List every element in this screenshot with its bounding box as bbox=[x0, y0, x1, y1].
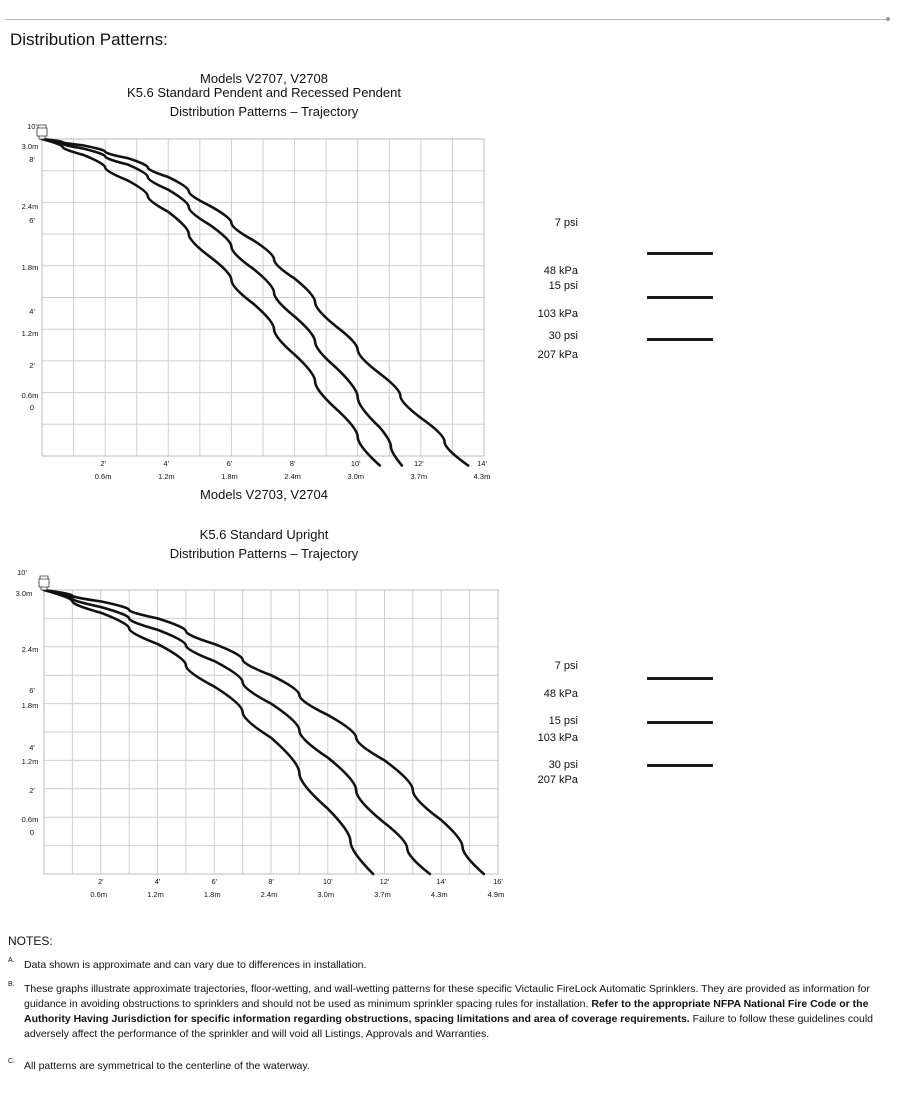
y-axis-label: 3.0m bbox=[15, 589, 33, 598]
note-b-text-bold: Refer to the appropriate NFPA National Fire Code or the Authority Having Jurisdiction for specific information regarding obstructions, spacing limitations and area of coverage requirements. bbox=[24, 998, 869, 1025]
x-tick-label-ft: 14' bbox=[477, 459, 487, 468]
note-b-marker: B. bbox=[8, 981, 15, 988]
top-divider bbox=[5, 19, 887, 20]
chart2-title bbox=[64, 485, 464, 563]
x-tick-label-m: 4.3m bbox=[473, 472, 491, 481]
chart1-legend-kpa-3: 207 kPa bbox=[537, 349, 578, 361]
chart1-legend-kpa-2: 103 kPa bbox=[537, 308, 578, 320]
x-tick-label-m: 0.6m bbox=[94, 472, 112, 481]
sprinkler-icon-shape bbox=[39, 576, 49, 590]
y-axis-label: 1.2m bbox=[21, 329, 39, 338]
x-tick-label-m: 3.7m bbox=[374, 890, 391, 899]
note-b-text-1: These graphs illustrate approximate trajectories, floor-wetting, and wall-wetting patterns for these specific Victaulic FireLock Automatic Sprinklers. They are provided as information for guidance in avoiding obstructions to sprinklers and should not be used as minimum sprinkler spacing rules for installation. bbox=[24, 983, 870, 1010]
y-axis-label: 10' bbox=[27, 122, 37, 131]
chart1-legend-line-15psi bbox=[647, 296, 713, 299]
y-axis-label: 3.0m bbox=[21, 142, 39, 151]
y-axis-label: 0 bbox=[29, 403, 35, 412]
note-a bbox=[24, 958, 884, 973]
chart1-title-line-2: K5.6 Standard Pendent and Recessed Pendent bbox=[127, 85, 401, 100]
chart2-legend-kpa-1: 48 kPa bbox=[543, 688, 578, 700]
x-tick-label-m: 4.9m bbox=[487, 890, 505, 899]
x-tick-label-ft: 14' bbox=[436, 877, 447, 886]
y-axis-label: 1.8m bbox=[21, 263, 39, 272]
y-axis-label: 6' bbox=[29, 216, 35, 225]
chart2-title-line-3: Distribution Patterns – Trajectory bbox=[169, 546, 359, 561]
x-tick-label-m: 1.8m bbox=[203, 890, 221, 899]
chart1-legend-psi-1: 7 psi bbox=[554, 217, 578, 229]
x-tick-label-m: 0.6m bbox=[90, 890, 108, 899]
x-tick-label-ft: 6' bbox=[211, 877, 218, 886]
note-c bbox=[24, 1059, 884, 1074]
x-tick-label-m: 1.2m bbox=[147, 890, 164, 899]
y-axis-label: 1.2m bbox=[21, 757, 39, 766]
x-tick-label-ft: 8' bbox=[268, 877, 274, 886]
x-tick-label-ft: 2' bbox=[97, 877, 104, 886]
x-tick-label-m: 1.8m bbox=[221, 472, 238, 481]
chart1-title-line-3: Distribution Patterns – Trajectory bbox=[169, 104, 359, 119]
x-tick-label-ft: 6' bbox=[226, 459, 233, 468]
y-axis-label: 4' bbox=[29, 307, 35, 316]
y-axis-label: 8' bbox=[29, 155, 35, 164]
y-axis-label: 2.4m bbox=[21, 645, 39, 654]
chart2-legend-line-30psi bbox=[647, 764, 713, 767]
y-axis-label: 10' bbox=[17, 568, 27, 577]
note-c-marker: C. bbox=[8, 1058, 15, 1065]
chart1-legend-line-7psi bbox=[647, 252, 713, 255]
chart1-legend-psi-3: 30 psi bbox=[548, 330, 578, 342]
x-tick-label-m: 2.4m bbox=[284, 472, 301, 481]
chart1-legend-psi-2: 15 psi bbox=[548, 280, 578, 292]
trajectory-curve-1 bbox=[42, 139, 380, 466]
x-tick-label-ft: 16' bbox=[493, 877, 503, 886]
chart1-legend-kpa-1: 48 kPa bbox=[543, 265, 578, 277]
y-axis-label: 0 bbox=[29, 828, 35, 837]
section-title: Distribution Patterns: bbox=[10, 30, 168, 49]
note-a-text: Data shown is approximate and can vary due to differences in installation. bbox=[24, 959, 367, 971]
chart2-legend-kpa-2: 103 kPa bbox=[537, 732, 578, 744]
x-tick-label-ft: 4' bbox=[154, 877, 161, 886]
x-tick-label-ft: 10' bbox=[350, 459, 361, 468]
notes-title: NOTES: bbox=[8, 934, 53, 948]
chart2-legend-psi-2: 15 psi bbox=[548, 715, 578, 727]
note-a-marker: A. bbox=[8, 957, 15, 964]
sprinkler-icon bbox=[37, 125, 47, 139]
sprinkler-icon bbox=[39, 576, 49, 590]
x-tick-label-ft: 2' bbox=[100, 459, 106, 468]
chart1-title-line-1: Models V2707, V2708 bbox=[200, 71, 328, 86]
y-axis-label: 4' bbox=[29, 743, 35, 752]
trajectory-curve-2 bbox=[42, 139, 402, 466]
note-c-text: All patterns are symmetrical to the centerline of the waterway. bbox=[24, 1060, 310, 1072]
x-tick-label-m: 1.2m bbox=[157, 472, 175, 481]
chart2-legend-kpa-3: 207 kPa bbox=[537, 774, 578, 786]
x-tick-label-m: 4.3m bbox=[430, 890, 448, 899]
x-tick-label-m: 3.0m bbox=[317, 890, 335, 899]
x-tick-label-m: 3.0m bbox=[347, 472, 365, 481]
chart2-trajectory-plot bbox=[0, 560, 540, 910]
chart2-title-line-1: Models V2703, V2704 bbox=[200, 487, 328, 502]
chart2-legend-line-7psi bbox=[647, 677, 713, 680]
y-axis-label: 1.8m bbox=[21, 701, 39, 710]
note-b-text-2: Failure to follow these guidelines could adversely affect the performance of the sprinkler and will void all Listings, Approvals and Warranties. bbox=[24, 1013, 873, 1040]
y-axis-label: 2' bbox=[29, 361, 35, 370]
chart2-legend-psi-1: 7 psi bbox=[554, 660, 578, 672]
chart1-legend-line-30psi bbox=[647, 338, 713, 341]
sprinkler-icon-shape bbox=[37, 125, 47, 139]
x-tick-label-ft: 8' bbox=[289, 459, 296, 468]
chart2-legend-psi-3: 30 psi bbox=[548, 759, 578, 771]
x-tick-label-ft: 12' bbox=[413, 459, 424, 468]
x-tick-label-m: 3.7m bbox=[410, 472, 428, 481]
y-axis-label: 0.6m bbox=[21, 391, 39, 400]
x-tick-label-m: 2.4m bbox=[260, 890, 278, 899]
x-tick-label-ft: 4' bbox=[163, 459, 170, 468]
chart1-trajectory-plot bbox=[0, 105, 520, 485]
trajectory-curve-3 bbox=[42, 139, 468, 466]
chart2-legend-line-15psi bbox=[647, 721, 713, 724]
y-axis-label: 2' bbox=[29, 786, 35, 795]
chart2-title-line-2: K5.6 Standard Upright bbox=[199, 527, 329, 542]
note-b bbox=[24, 982, 884, 1042]
y-axis-label: 6' bbox=[29, 686, 35, 695]
x-tick-label-ft: 10' bbox=[322, 877, 333, 886]
y-axis-label: 0.6m bbox=[21, 815, 39, 824]
y-axis-label: 2.4m bbox=[21, 202, 39, 211]
x-tick-label-ft: 12' bbox=[379, 877, 390, 886]
